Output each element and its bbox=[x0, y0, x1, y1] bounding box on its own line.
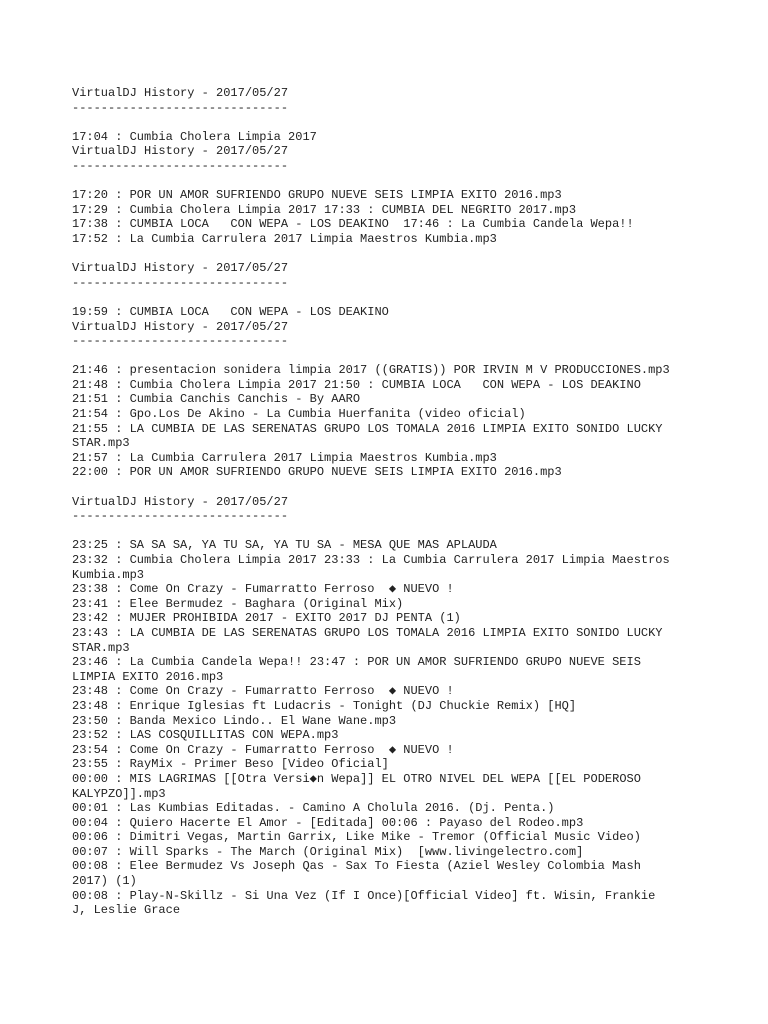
header-underline: ------------------------------ bbox=[72, 100, 289, 115]
track-entry-continuation: 2017) (1) bbox=[72, 874, 137, 889]
track-entry: 21:51 : Cumbia Canchis Canchis - By AARO bbox=[72, 392, 361, 407]
track-entry: 19:59 : CUMBIA LOCA CON WEPA - LOS DEAKINO bbox=[72, 304, 389, 319]
track-entry-continuation: KALYPZO]].mp3 bbox=[72, 786, 166, 801]
track-entry: 00:08 : Elee Bermudez Vs Joseph Qas - Sax To Fiesta (Aziel Wesley Colombia Mash bbox=[72, 859, 641, 874]
track-entry-continuation: LIMPIA EXITO 2016.mp3 bbox=[72, 669, 224, 684]
track-entry: 23:43 : LA CUMBIA DE LAS SERENATAS GRUPO LOS TOMALA 2016 LIMPIA EXITO SONIDO LUCKY bbox=[72, 625, 663, 640]
track-entry: 23:50 : Banda Mexico Lindo.. El Wane Wane.mp3 bbox=[72, 713, 397, 728]
track-entry: 23:46 : La Cumbia Candela Wepa!! 23:47 : POR UN AMOR SUFRIENDO GRUPO NUEVE SEIS bbox=[72, 655, 641, 670]
track-entry-continuation: STAR.mp3 bbox=[72, 640, 130, 655]
track-entry: 21:57 : La Cumbia Carrulera 2017 Limpia Maestros Kumbia.mp3 bbox=[72, 450, 497, 465]
track-entry: 21:46 : presentacion sonidera limpia 2017 ((GRATIS)) POR IRVIN M V PRODUCCIONES.mp3 bbox=[72, 363, 670, 378]
track-entry: 00:08 : Play-N-Skillz - Si Una Vez (If I Once)[Official Video] ft. Wisin, Frankie bbox=[72, 888, 656, 903]
history-document bbox=[72, 86, 702, 918]
track-entry: 23:48 : Enrique Iglesias ft Ludacris - Tonight (DJ Chuckie Remix) [HQ] bbox=[72, 698, 577, 713]
blank-line bbox=[72, 115, 702, 130]
header-underline: ------------------------------ bbox=[72, 275, 289, 290]
blank-line bbox=[72, 480, 702, 495]
history-header: VirtualDJ History - 2017/05/27 bbox=[72, 144, 289, 159]
header-underline: ------------------------------ bbox=[72, 334, 289, 349]
track-entry: 00:04 : Quiero Hacerte El Amor - [Editada] 00:06 : Payaso del Rodeo.mp3 bbox=[72, 815, 584, 830]
track-entry: 23:54 : Come On Crazy - Fumarratto Ferroso ◆ NUEVO ! bbox=[72, 742, 454, 757]
track-entry: 00:07 : Will Sparks - The March (Original Mix) [www.livingelectro.com] bbox=[72, 844, 584, 859]
blank-line bbox=[72, 247, 702, 262]
history-header: VirtualDJ History - 2017/05/27 bbox=[72, 494, 289, 509]
track-entry: 22:00 : POR UN AMOR SUFRIENDO GRUPO NUEVE SEIS LIMPIA EXITO 2016.mp3 bbox=[72, 465, 562, 480]
track-entry: 23:55 : RayMix - Primer Beso [Video Oficial] bbox=[72, 757, 389, 772]
track-entry-continuation: Kumbia.mp3 bbox=[72, 567, 145, 582]
track-entry: 23:52 : LAS COSQUILLITAS CON WEPA.mp3 bbox=[72, 728, 339, 743]
track-entry: 17:52 : La Cumbia Carrulera 2017 Limpia Maestros Kumbia.mp3 bbox=[72, 231, 497, 246]
blank-line bbox=[72, 524, 702, 539]
track-entry: 21:55 : LA CUMBIA DE LAS SERENATAS GRUPO LOS TOMALA 2016 LIMPIA EXITO SONIDO LUCKY bbox=[72, 421, 663, 436]
history-header: VirtualDJ History - 2017/05/27 bbox=[72, 86, 289, 100]
track-entry: 17:38 : CUMBIA LOCA CON WEPA - LOS DEAKINO 17:46 : La Cumbia Candela Wepa!! bbox=[72, 217, 634, 232]
track-entry-continuation: STAR.mp3 bbox=[72, 436, 130, 451]
track-entry: 00:01 : Las Kumbias Editadas. - Camino A Cholula 2016. (Dj. Penta.) bbox=[72, 801, 555, 816]
track-entry: 23:41 : Elee Bermudez - Baghara (Original Mix) bbox=[72, 596, 404, 611]
header-underline: ------------------------------ bbox=[72, 509, 289, 524]
blank-line bbox=[72, 349, 702, 364]
track-entry: 23:32 : Cumbia Cholera Limpia 2017 23:33 : La Cumbia Carrulera 2017 Limpia Maestros bbox=[72, 553, 670, 567]
track-entry: 23:25 : SA SA SA, YA TU SA, YA TU SA - MESA QUE MAS APLAUDA bbox=[72, 538, 497, 553]
track-entry: 00:06 : Dimitri Vegas, Martin Garrix, Like Mike - Tremor (Official Music Video) bbox=[72, 830, 641, 845]
blank-line bbox=[72, 290, 702, 305]
track-entry: 23:42 : MUJER PROHIBIDA 2017 - EXITO 2017 DJ PENTA (1) bbox=[72, 611, 461, 626]
track-entry: 23:48 : Come On Crazy - Fumarratto Ferroso ◆ NUEVO ! bbox=[72, 684, 454, 699]
track-entry-continuation: J, Leslie Grace bbox=[72, 903, 181, 918]
track-entry: 23:38 : Come On Crazy - Fumarratto Ferroso ◆ NUEVO ! bbox=[72, 582, 454, 597]
blank-line bbox=[72, 174, 702, 189]
history-header: VirtualDJ History - 2017/05/27 bbox=[72, 261, 289, 276]
track-entry: 21:48 : Cumbia Cholera Limpia 2017 21:50 : CUMBIA LOCA CON WEPA - LOS DEAKINO bbox=[72, 377, 641, 392]
track-entry: 17:20 : POR UN AMOR SUFRIENDO GRUPO NUEVE SEIS LIMPIA EXITO 2016.mp3 bbox=[72, 188, 562, 203]
track-entry: 17:29 : Cumbia Cholera Limpia 2017 17:33 : CUMBIA DEL NEGRITO 2017.mp3 bbox=[72, 202, 577, 217]
track-entry: 17:04 : Cumbia Cholera Limpia 2017 bbox=[72, 129, 317, 144]
track-entry: 00:00 : MIS LAGRIMAS [[Otra Versi◆n Wepa]] EL OTRO NIVEL DEL WEPA [[EL PODEROSO bbox=[72, 771, 641, 786]
header-underline: ------------------------------ bbox=[72, 158, 289, 173]
history-header: VirtualDJ History - 2017/05/27 bbox=[72, 319, 289, 334]
track-entry: 21:54 : Gpo.Los De Akino - La Cumbia Huerfanita (video oficial) bbox=[72, 407, 526, 422]
